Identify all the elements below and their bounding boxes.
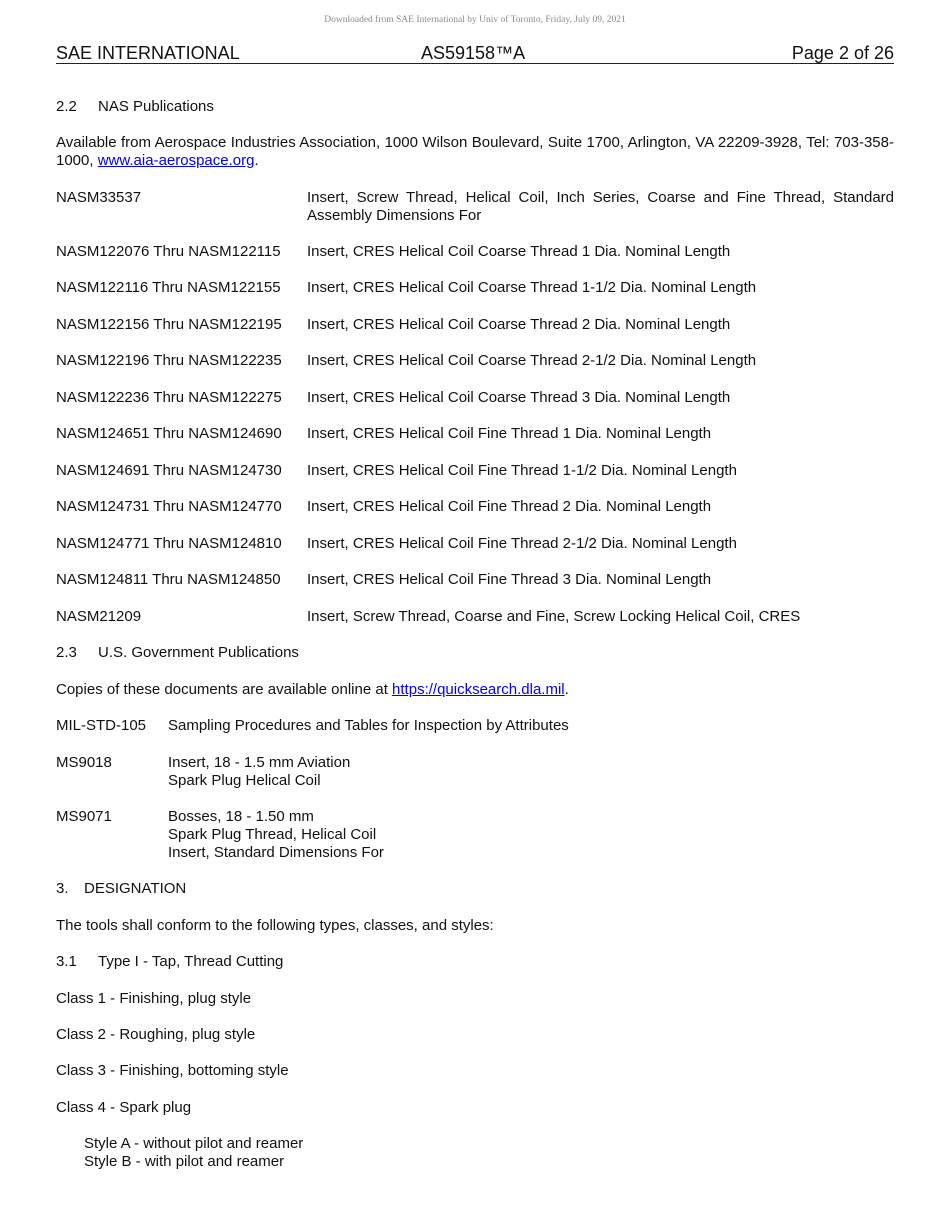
nas-description: Insert, CRES Helical Coil Coarse Thread 1 Dia. Nominal Length — [307, 243, 731, 260]
nas-code: NASM21209 — [56, 608, 142, 625]
nas-description: Insert, Screw Thread, Coarse and Fine, Screw Locking Helical Coil, CRES — [307, 608, 801, 625]
section-title: U.S. Government Publications — [98, 644, 299, 661]
section-number: 3.1 — [56, 953, 77, 970]
nas-code: NASM124691 Thru NASM124730 — [56, 462, 282, 479]
section-2-3-heading — [56, 644, 894, 662]
nas-description: Insert, CRES Helical Coil Fine Thread 2-1/2 Dia. Nominal Length — [307, 535, 737, 552]
nas-code: NASM124811 Thru NASM124850 — [56, 571, 281, 588]
quicksearch-link[interactable]: https://quicksearch.dla.mil — [392, 681, 565, 698]
nas-code: NASM124651 Thru NASM124690 — [56, 425, 282, 442]
download-watermark: Downloaded from SAE International by Univ of Toronto, Friday, July 09, 2021 — [324, 15, 626, 25]
availability-text: Available from Aerospace Industries Association, 1000 Wilson Boulevard, Suite 1700, Arlington, VA 22209-3928, Tel: 703-358-1000, — [56, 134, 894, 169]
nas-code: NASM124771 Thru NASM124810 — [56, 535, 282, 552]
section-number: 3. — [56, 880, 69, 897]
section-title: DESIGNATION — [84, 880, 187, 897]
nas-description: Insert, CRES Helical Coil Fine Thread 2 Dia. Nominal Length — [307, 498, 712, 515]
aia-aerospace-link[interactable]: www.aia-aerospace.org — [97, 152, 255, 169]
nas-code: NASM122156 Thru NASM122195 — [56, 316, 282, 333]
header-page-number: Page 2 of 26 — [791, 43, 894, 63]
nas-description: Insert, CRES Helical Coil Fine Thread 3 Dia. Nominal Length — [307, 571, 712, 588]
header-doc-id: AS59158™A — [421, 43, 526, 63]
header-org: SAE INTERNATIONAL — [56, 43, 240, 63]
gov-description-line: Insert, Standard Dimensions For — [168, 844, 384, 861]
nas-code: NASM122236 Thru NASM122275 — [56, 389, 282, 406]
gov-description — [168, 717, 569, 735]
gov-description — [168, 808, 384, 862]
nas-description: Insert, CRES Helical Coil Coarse Thread 2 Dia. Nominal Length — [307, 316, 731, 333]
section-number: 2.3 — [56, 644, 77, 661]
section-3-heading — [56, 880, 894, 898]
gov-description — [168, 754, 350, 790]
nas-description: Insert, CRES Helical Coil Coarse Thread 3 Dia. Nominal Length — [307, 389, 731, 406]
gov-code: MS9018 — [56, 754, 112, 771]
gov-description-line: Spark Plug Helical Coil — [168, 772, 321, 789]
designation-intro: The tools shall conform to the following types, classes, and styles: — [56, 917, 494, 934]
gov-description-line: Insert, 18 - 1.5 mm Aviation — [168, 754, 351, 771]
gov-code: MIL-STD-105 — [56, 717, 147, 734]
copies-text: Copies of these documents are available online at — [56, 681, 393, 698]
nas-description: Insert, CRES Helical Coil Coarse Thread 2-1/2 Dia. Nominal Length — [307, 352, 757, 369]
section-title: Type I - Tap, Thread Cutting — [98, 953, 284, 970]
class-item: Class 1 - Finishing, plug style — [56, 990, 252, 1007]
nas-code: NASM124731 Thru NASM124770 — [56, 498, 282, 515]
nas-code: NASM33537 — [56, 189, 142, 206]
nas-availability-paragraph — [56, 134, 894, 170]
page-header — [56, 43, 894, 64]
class-item: Class 2 - Roughing, plug style — [56, 1026, 256, 1043]
class-item: Class 4 - Spark plug — [56, 1099, 192, 1116]
nas-code: NASM122076 Thru NASM122115 — [56, 243, 281, 260]
gov-description-line: Sampling Procedures and Tables for Inspection by Attributes — [168, 717, 569, 734]
style-list — [84, 1135, 303, 1171]
section-2-2-heading — [56, 98, 894, 116]
gov-description-line: Spark Plug Thread, Helical Coil — [168, 826, 377, 843]
nas-description: Insert, CRES Helical Coil Fine Thread 1 Dia. Nominal Length — [307, 425, 712, 442]
style-item: Style B - with pilot and reamer — [84, 1153, 285, 1170]
style-item: Style A - without pilot and reamer — [84, 1135, 304, 1152]
nas-description: Insert, CRES Helical Coil Coarse Thread 1-1/2 Dia. Nominal Length — [307, 279, 757, 296]
copies-period: . — [564, 681, 569, 698]
section-title: NAS Publications — [98, 98, 214, 115]
nas-description: Insert, Screw Thread, Helical Coil, Inch Series, Coarse and Fine Thread, Standard Assembly Dimensions For — [307, 189, 894, 224]
gov-code: MS9071 — [56, 808, 112, 825]
nas-description: Insert, CRES Helical Coil Fine Thread 1-1/2 Dia. Nominal Length — [307, 462, 737, 479]
gov-copies-paragraph — [56, 681, 894, 699]
section-3-1-heading — [56, 953, 894, 971]
nas-code: NASM122196 Thru NASM122235 — [56, 352, 282, 369]
gov-description-line: Bosses, 18 - 1.50 mm — [168, 808, 314, 825]
availability-period: . — [254, 152, 259, 169]
nas-code: NASM122116 Thru NASM122155 — [56, 279, 281, 296]
class-item: Class 3 - Finishing, bottoming style — [56, 1062, 289, 1079]
section-number: 2.2 — [56, 98, 77, 115]
